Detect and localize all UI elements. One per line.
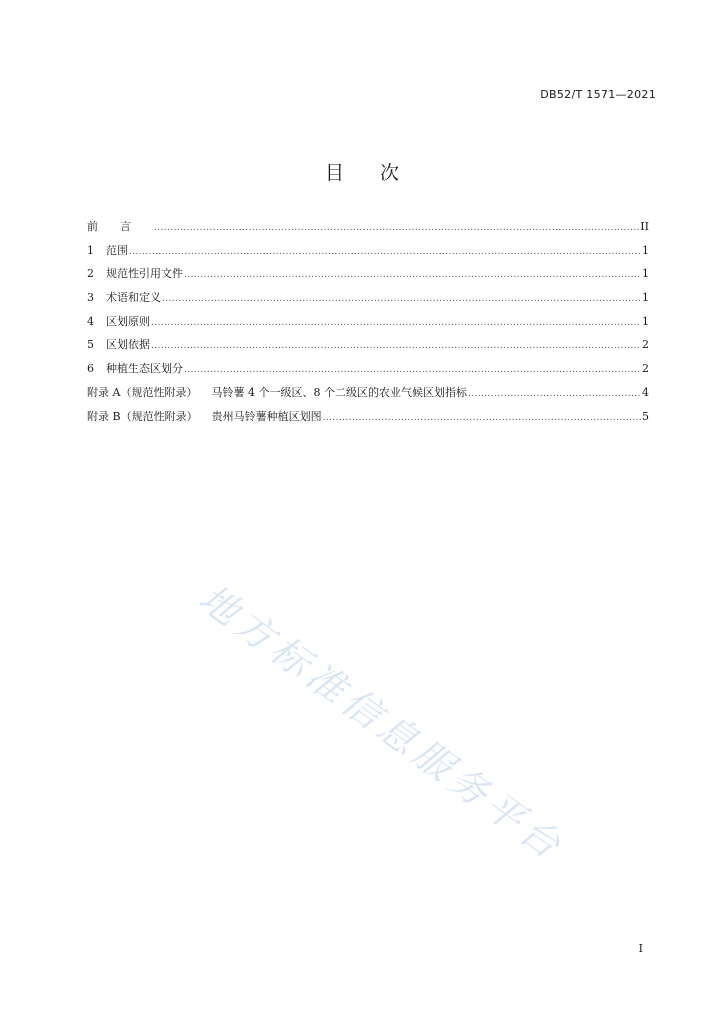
- toc-leader: [323, 413, 641, 423]
- toc-entry-number: 6: [87, 362, 94, 376]
- toc-entry-page: 5: [642, 409, 649, 423]
- toc-entry-label: [87, 408, 322, 424]
- toc-entry-foreword[interactable]: [87, 218, 649, 242]
- toc-entry-text: 贵州马铃薯种植区划图: [211, 409, 322, 423]
- toc-leader: [162, 294, 641, 304]
- toc-entry-page: 4: [642, 385, 649, 399]
- toc-entry-page: 1: [642, 314, 649, 328]
- toc-leader: [184, 365, 641, 375]
- toc-entry-appendix-a[interactable]: [87, 384, 649, 408]
- toc-entry-page: 2: [642, 362, 649, 376]
- toc-entry-scope[interactable]: [87, 242, 649, 266]
- toc-leader: [154, 223, 639, 233]
- toc-entry-label: [87, 360, 183, 376]
- toc-entry-number: 1: [87, 243, 94, 257]
- toc-entry-label: [87, 313, 150, 329]
- toc-entry-appendix-b[interactable]: [87, 408, 649, 432]
- toc-entry-page: 1: [642, 267, 649, 281]
- toc-entry-text: 范围: [106, 243, 128, 257]
- toc-entry-terms-definitions[interactable]: [87, 289, 649, 313]
- toc-entry-page: 1: [642, 243, 649, 257]
- toc-entry-number: 3: [87, 291, 94, 305]
- toc-entry-number: 5: [87, 338, 94, 352]
- toc-leader: [151, 341, 641, 351]
- toc-entry-text: 区划依据: [106, 338, 150, 352]
- toc-entry-zoning-basis[interactable]: [87, 336, 649, 360]
- toc-entry-page: 2: [642, 338, 649, 352]
- toc-entry-text: 区划原则: [106, 314, 150, 328]
- toc-leader: [184, 270, 641, 280]
- toc-entry-number: 附录 B（规范性附录）: [87, 409, 198, 423]
- toc-entry-label: 前言: [87, 220, 153, 233]
- toc-entry-ecological-zones[interactable]: [87, 360, 649, 384]
- toc-entry-label: [87, 336, 150, 352]
- toc-entry-label: [87, 265, 183, 281]
- toc-entry-page: II: [640, 220, 649, 233]
- toc-entry-page: 1: [642, 291, 649, 305]
- watermark: 地方标准信息服务平台: [191, 575, 573, 870]
- toc-entry-label: [87, 289, 161, 305]
- toc-entry-number: 2: [87, 267, 94, 281]
- page-number: I: [638, 942, 643, 955]
- toc-entry-text: 术语和定义: [106, 291, 161, 305]
- toc-entry-normative-references[interactable]: [87, 265, 649, 289]
- table-of-contents: [87, 218, 649, 431]
- toc-entry-label: [87, 384, 467, 400]
- standard-code: DB52/T 1571—2021: [540, 88, 656, 101]
- page-title: 目次: [324, 162, 435, 184]
- toc-entry-zoning-principles[interactable]: [87, 313, 649, 337]
- toc-entry-number: 4: [87, 314, 94, 328]
- toc-entry-text: 马铃薯 4 个一级区、8 个二级区的农业气候区划指标: [211, 385, 467, 399]
- toc-entry-label: [87, 242, 128, 258]
- toc-leader: [151, 318, 641, 328]
- toc-entry-text: 种植生态区划分: [106, 362, 183, 376]
- toc-entry-number: 附录 A（规范性附录）: [87, 385, 198, 399]
- toc-leader: [129, 247, 641, 257]
- toc-entry-text: 规范性引用文件: [106, 267, 183, 281]
- toc-leader: [468, 389, 641, 399]
